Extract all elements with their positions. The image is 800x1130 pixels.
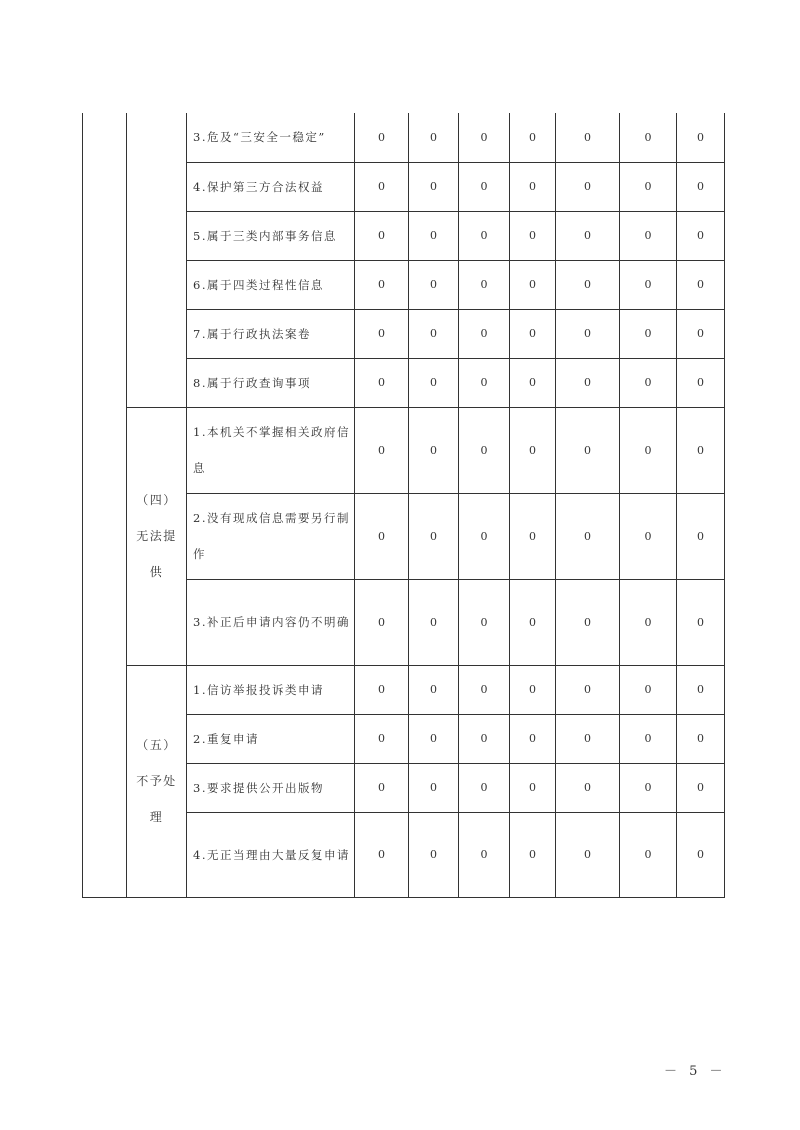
value-cell: 0 <box>677 358 725 407</box>
value-cell: 0 <box>355 309 409 358</box>
statistics-table <box>82 113 725 898</box>
value-cell: 0 <box>556 763 620 812</box>
value-cell: 0 <box>510 309 556 358</box>
value-cell: 0 <box>510 579 556 665</box>
value-cell: 0 <box>620 763 677 812</box>
row-label: 4.无正当理由大量反复申请 <box>187 812 355 897</box>
value-cell: 0 <box>510 812 556 897</box>
group-label-line: （四） <box>136 493 177 507</box>
value-cell: 0 <box>510 162 556 211</box>
value-cell: 0 <box>677 162 725 211</box>
value-cell: 0 <box>459 407 510 493</box>
row-label: 3.要求提供公开出版物 <box>187 763 355 812</box>
value-cell: 0 <box>677 260 725 309</box>
category-cell <box>83 113 127 897</box>
value-cell: 0 <box>355 763 409 812</box>
value-cell: 0 <box>556 309 620 358</box>
value-cell: 0 <box>409 407 459 493</box>
row-label: 3.危及“三安全一稳定” <box>187 113 355 162</box>
value-cell: 0 <box>355 358 409 407</box>
value-cell: 0 <box>556 665 620 714</box>
value-cell: 0 <box>409 358 459 407</box>
value-cell: 0 <box>677 763 725 812</box>
value-cell: 0 <box>677 579 725 665</box>
value-cell: 0 <box>556 113 620 162</box>
value-cell: 0 <box>556 812 620 897</box>
value-cell: 0 <box>556 493 620 579</box>
value-cell: 0 <box>620 358 677 407</box>
value-cell: 0 <box>409 763 459 812</box>
value-cell: 0 <box>677 665 725 714</box>
table-row <box>83 407 725 493</box>
value-cell: 0 <box>459 579 510 665</box>
row-label: 3.补正后申请内容仍不明确 <box>187 579 355 665</box>
group-label-line: 无法提 <box>136 529 177 543</box>
group-label-line: 供 <box>149 565 164 579</box>
value-cell: 0 <box>510 714 556 763</box>
value-cell: 0 <box>677 309 725 358</box>
value-cell: 0 <box>459 358 510 407</box>
value-cell: 0 <box>409 260 459 309</box>
value-cell: 0 <box>620 714 677 763</box>
value-cell: 0 <box>677 113 725 162</box>
value-cell: 0 <box>677 211 725 260</box>
row-label: 1.本机关不掌握相关政府信息 <box>187 407 355 493</box>
value-cell: 0 <box>459 812 510 897</box>
value-cell: 0 <box>620 407 677 493</box>
value-cell: 0 <box>459 665 510 714</box>
value-cell: 0 <box>620 211 677 260</box>
value-cell: 0 <box>355 665 409 714</box>
value-cell: 0 <box>556 162 620 211</box>
value-cell: 0 <box>620 309 677 358</box>
value-cell: 0 <box>355 162 409 211</box>
value-cell: 0 <box>355 812 409 897</box>
value-cell: 0 <box>620 812 677 897</box>
value-cell: 0 <box>620 162 677 211</box>
group-label-line: 理 <box>149 810 164 824</box>
value-cell: 0 <box>459 493 510 579</box>
value-cell: 0 <box>355 493 409 579</box>
value-cell: 0 <box>459 763 510 812</box>
value-cell: 0 <box>459 714 510 763</box>
value-cell: 0 <box>620 260 677 309</box>
value-cell: 0 <box>409 812 459 897</box>
value-cell: 0 <box>556 260 620 309</box>
value-cell: 0 <box>677 714 725 763</box>
value-cell: 0 <box>510 113 556 162</box>
table-body <box>83 113 725 897</box>
table-row <box>83 665 725 714</box>
value-cell: 0 <box>409 211 459 260</box>
value-cell: 0 <box>409 113 459 162</box>
row-label: 6.属于四类过程性信息 <box>187 260 355 309</box>
value-cell: 0 <box>510 358 556 407</box>
value-cell: 0 <box>556 211 620 260</box>
value-cell: 0 <box>510 493 556 579</box>
row-label: 4.保护第三方合法权益 <box>187 162 355 211</box>
value-cell: 0 <box>620 493 677 579</box>
value-cell: 0 <box>459 309 510 358</box>
value-cell: 0 <box>620 113 677 162</box>
value-cell: 0 <box>409 309 459 358</box>
group-label <box>127 407 187 665</box>
value-cell: 0 <box>355 579 409 665</box>
value-cell: 0 <box>510 665 556 714</box>
subcategory-cell <box>127 113 187 407</box>
value-cell: 0 <box>556 358 620 407</box>
value-cell: 0 <box>510 211 556 260</box>
value-cell: 0 <box>355 260 409 309</box>
value-cell: 0 <box>409 714 459 763</box>
group-label-line: 不予处 <box>136 774 177 788</box>
value-cell: 0 <box>556 714 620 763</box>
value-cell: 0 <box>459 113 510 162</box>
value-cell: 0 <box>510 763 556 812</box>
value-cell: 0 <box>409 493 459 579</box>
row-label: 7.属于行政执法案卷 <box>187 309 355 358</box>
value-cell: 0 <box>409 162 459 211</box>
value-cell: 0 <box>620 665 677 714</box>
row-label: 2.没有现成信息需要另行制作 <box>187 493 355 579</box>
value-cell: 0 <box>355 407 409 493</box>
value-cell: 0 <box>459 162 510 211</box>
table-row <box>83 113 725 162</box>
value-cell: 0 <box>556 407 620 493</box>
group-label <box>127 665 187 897</box>
row-label: 2.重复申请 <box>187 714 355 763</box>
value-cell: 0 <box>510 260 556 309</box>
group-label-line: （五） <box>136 738 177 752</box>
value-cell: 0 <box>459 260 510 309</box>
row-label: 8.属于行政查询事项 <box>187 358 355 407</box>
value-cell: 0 <box>677 493 725 579</box>
value-cell: 0 <box>409 665 459 714</box>
row-label: 1.信访举报投诉类申请 <box>187 665 355 714</box>
value-cell: 0 <box>620 579 677 665</box>
value-cell: 0 <box>409 579 459 665</box>
page-number: － 5 － <box>664 1064 727 1079</box>
value-cell: 0 <box>677 407 725 493</box>
row-label: 5.属于三类内部事务信息 <box>187 211 355 260</box>
value-cell: 0 <box>355 714 409 763</box>
value-cell: 0 <box>459 211 510 260</box>
value-cell: 0 <box>355 211 409 260</box>
value-cell: 0 <box>355 113 409 162</box>
value-cell: 0 <box>556 579 620 665</box>
value-cell: 0 <box>677 812 725 897</box>
value-cell: 0 <box>510 407 556 493</box>
